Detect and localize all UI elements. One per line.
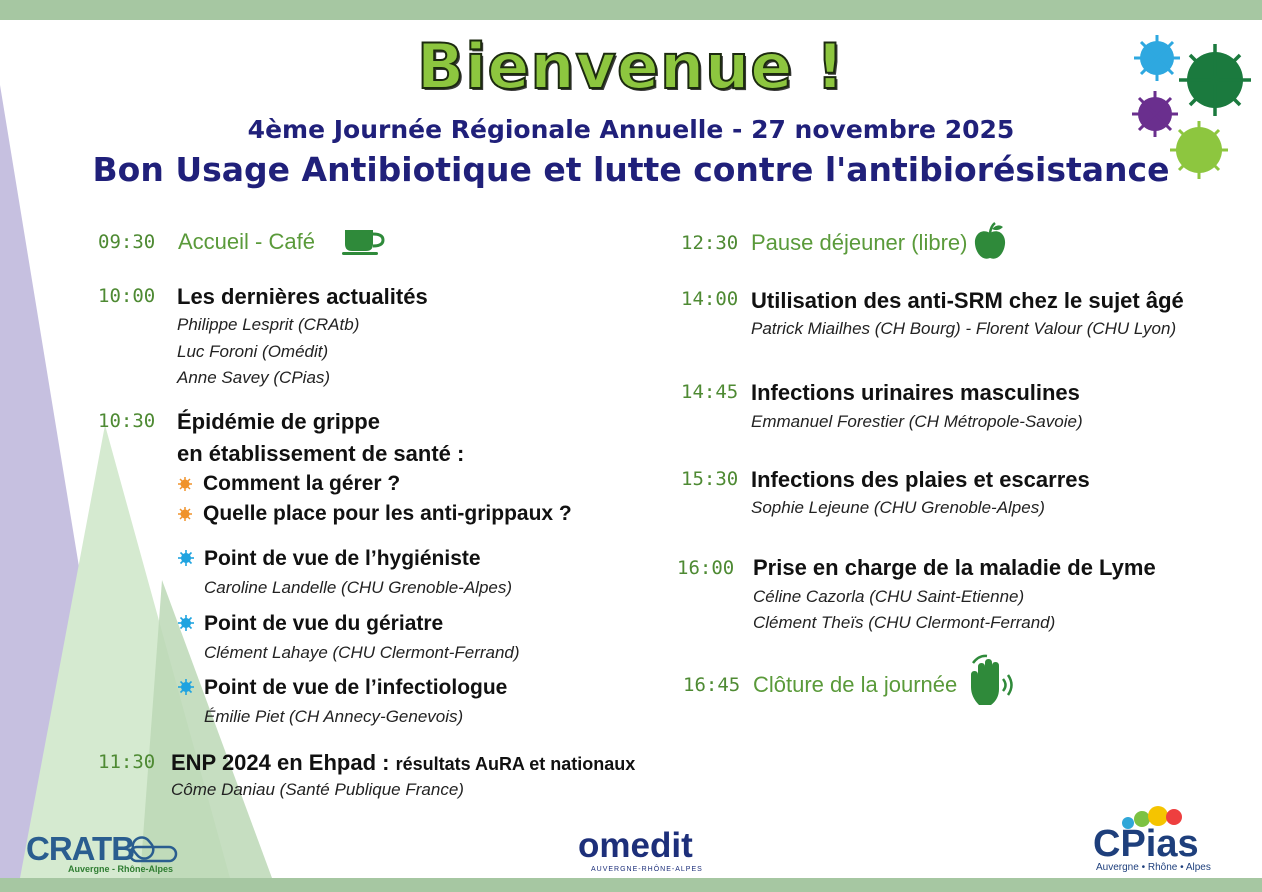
speaker: Côme Daniau (Santé Publique France) bbox=[171, 780, 464, 799]
session-cloture-title: Clôture de la journée bbox=[753, 672, 958, 697]
cpias-logo-subtitle: Auvergne • Rhône • Alpes bbox=[1096, 862, 1211, 873]
session-accueil-title: Accueil - Café bbox=[178, 229, 315, 254]
cratb-logo-subtitle: Auvergne - Rhône-Alpes bbox=[68, 864, 174, 874]
session-plaies-title: Infections des plaies et escarres bbox=[751, 467, 1090, 492]
session-enp-title bbox=[171, 750, 635, 776]
session-grippe-title: Épidémie de grippe bbox=[177, 409, 380, 434]
waving-hand-icon bbox=[965, 653, 1017, 709]
viewpoint-infectiologue: Point de vue de l’infectiologue bbox=[204, 676, 508, 699]
time-1400: 14:00 bbox=[681, 288, 739, 310]
session-lyme-title: Prise en charge de la maladie de Lyme bbox=[753, 555, 1156, 580]
speaker: Céline Cazorla (CHU Saint-Etienne) bbox=[753, 587, 1025, 606]
session-enp-title-main: ENP 2024 en Ehpad : bbox=[171, 750, 396, 775]
session-urinaires-title: Infections urinaires masculines bbox=[751, 380, 1080, 405]
time-1230: 12:30 bbox=[681, 232, 739, 254]
time-1030: 10:30 bbox=[98, 410, 156, 432]
time-1130: 11:30 bbox=[98, 751, 156, 773]
event-theme: Bon Usage Antibiotique et lutte contre l'antibiorésistance bbox=[92, 150, 1170, 189]
blue-bullet-icon bbox=[178, 550, 194, 566]
speaker: Philippe Lesprit (CRAtb) bbox=[177, 315, 360, 334]
speaker: Sophie Lejeune (CHU Grenoble-Alpes) bbox=[751, 498, 1045, 517]
time-1530: 15:30 bbox=[681, 468, 739, 490]
session-pause-title: Pause déjeuner (libre) bbox=[751, 230, 968, 255]
coffee-cup-icon bbox=[342, 226, 386, 256]
speaker: Caroline Landelle (CHU Grenoble-Alpes) bbox=[204, 578, 513, 597]
session-actualites-title: Les dernières actualités bbox=[177, 284, 428, 309]
apple-icon bbox=[973, 222, 1007, 262]
grippe-question-1: Comment la gérer ? bbox=[203, 472, 401, 495]
page-title: Bienvenue ! bbox=[416, 30, 846, 103]
event-subtitle: 4ème Journée Régionale Annuelle - 27 novembre 2025 bbox=[247, 115, 1015, 144]
session-antisrm-title: Utilisation des anti-SRM chez le sujet âgé bbox=[751, 288, 1184, 313]
blue-bullet-icon bbox=[178, 615, 194, 631]
speaker: Clément Theïs (CHU Clermont-Ferrand) bbox=[753, 613, 1056, 632]
time-1445: 14:45 bbox=[681, 381, 739, 403]
speaker: Emmanuel Forestier (CH Métropole-Savoie) bbox=[751, 412, 1083, 431]
viewpoint-hygieniste: Point de vue de l’hygiéniste bbox=[204, 547, 481, 570]
time-1000: 10:00 bbox=[98, 285, 156, 307]
cratb-logo: CRATB bbox=[26, 830, 135, 867]
speaker: Luc Foroni (Omédit) bbox=[177, 342, 329, 361]
time-1645: 16:45 bbox=[683, 674, 741, 696]
session-grippe-title-line2: en établissement de santé : bbox=[177, 441, 465, 466]
speaker: Clément Lahaye (CHU Clermont-Ferrand) bbox=[204, 643, 520, 662]
orange-bullet-icon bbox=[178, 477, 192, 491]
cpias-logo: CPias bbox=[1093, 823, 1199, 865]
pill-logo-icon bbox=[128, 835, 180, 865]
speaker: Émilie Piet (CH Annecy-Genevois) bbox=[204, 707, 464, 726]
viewpoint-geriatre: Point de vue du gériatre bbox=[204, 612, 444, 635]
speaker: Patrick Miailhes (CH Bourg) - Florent Valour (CHU Lyon) bbox=[751, 319, 1177, 338]
time-0930: 09:30 bbox=[98, 231, 156, 253]
grippe-question-2: Quelle place pour les anti-grippaux ? bbox=[203, 502, 572, 525]
time-1600: 16:00 bbox=[677, 557, 735, 579]
blue-bullet-icon bbox=[178, 679, 194, 695]
speaker: Anne Savey (CPias) bbox=[177, 368, 331, 387]
orange-bullet-icon bbox=[178, 507, 192, 521]
omedit-logo: omedit bbox=[578, 826, 693, 865]
omedit-logo-subtitle: AUVERGNE-RHÔNE-ALPES bbox=[591, 866, 703, 873]
session-enp-title-sub: résultats AuRA et nationaux bbox=[395, 754, 636, 774]
